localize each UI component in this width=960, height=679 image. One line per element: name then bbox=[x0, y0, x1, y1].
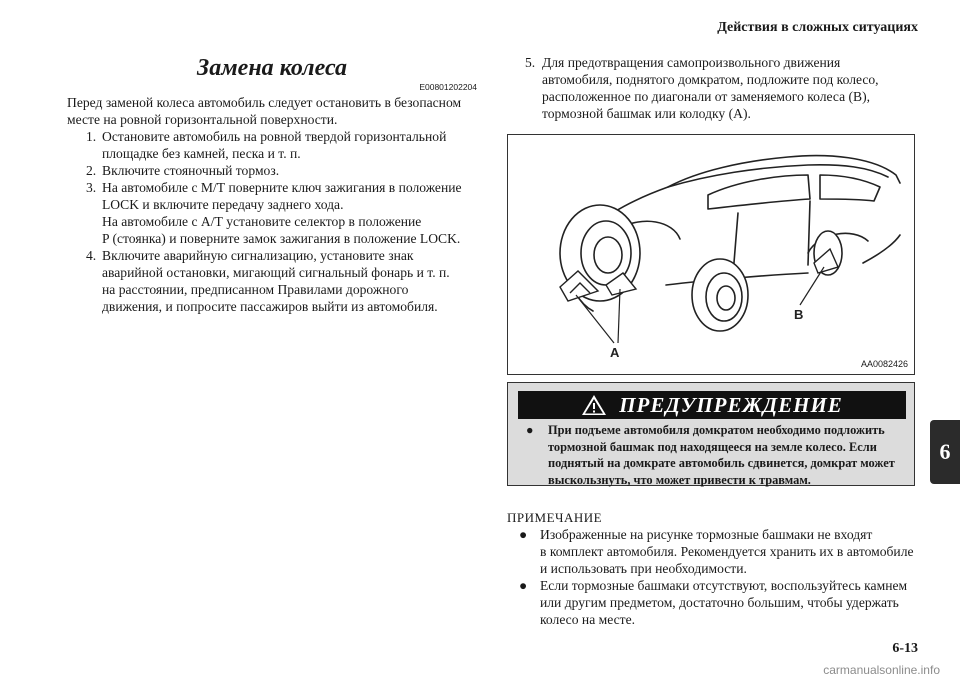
step-item-1 bbox=[67, 128, 477, 162]
note-section bbox=[507, 509, 917, 628]
warning-line: При подъеме автомобиля домкратом необходимо подложить bbox=[548, 423, 885, 437]
warning-line: тормозной башмак под находящееся на земле колесо. Если bbox=[548, 439, 877, 454]
step-line: расположенное по диагонали от заменяемого колеса (В), bbox=[542, 89, 871, 104]
note-line: в комплект автомобиля. Рекомендуется хранить их в автомобиле bbox=[540, 544, 914, 559]
step-item-4 bbox=[67, 247, 477, 315]
watermark: carmanualsonline.info bbox=[823, 663, 940, 677]
step-item-3 bbox=[67, 179, 477, 247]
car-roof-line bbox=[668, 165, 888, 187]
step-number: 3. bbox=[86, 180, 97, 195]
intro-line: Перед заменой колеса автомобиль следует остановить в безопасном bbox=[67, 95, 462, 110]
warning-title: ПРЕДУПРЕЖДЕНИЕ bbox=[619, 392, 843, 417]
note-line: Изображенные на рисунке тормозные башмаки не входят bbox=[540, 527, 873, 542]
note-title: ПРИМЕЧАНИЕ bbox=[507, 510, 603, 525]
step-line: Для предотвращения самопроизвольного движения bbox=[542, 55, 841, 70]
bullet-icon: ● bbox=[526, 423, 534, 437]
car-illustration bbox=[508, 135, 914, 374]
step-line: Остановите автомобиль на ровной твердой горизонтальной bbox=[102, 129, 447, 144]
step-item-2 bbox=[67, 162, 477, 179]
leader-line-a1 bbox=[576, 295, 614, 343]
step-number: 4. bbox=[86, 248, 97, 263]
right-column bbox=[507, 54, 917, 122]
step-line: LOCK и включите передачу заднего хода. bbox=[102, 197, 344, 212]
step-line: Включите аварийную сигнализацию, установите знак bbox=[102, 248, 414, 263]
step-number: 1. bbox=[86, 129, 97, 144]
step-line: На автомобиле с А/Т установите селектор в положение bbox=[102, 214, 422, 229]
running-header: Действия в сложных ситуациях bbox=[717, 20, 918, 35]
note-line: или другим предметом, достаточно большим, чтобы удержать bbox=[540, 595, 899, 610]
bullet-icon: ● bbox=[519, 578, 528, 593]
page-number: 6-13 bbox=[892, 641, 918, 656]
bullet-icon: ● bbox=[519, 527, 528, 542]
step-number: 5. bbox=[525, 55, 536, 70]
left-column bbox=[67, 54, 477, 315]
step-line: площадке без камней, песка и т. п. bbox=[102, 146, 301, 161]
intro-line: месте на ровной горизонтальной поверхности. bbox=[67, 112, 338, 127]
step-line: на расстоянии, предписанном Правилами дорожного bbox=[102, 282, 409, 297]
car-door-line bbox=[733, 201, 810, 275]
leader-line-a2 bbox=[618, 289, 620, 343]
chapter-tab: 6 bbox=[930, 420, 960, 484]
car-side-window bbox=[820, 175, 880, 201]
note-item-1 bbox=[507, 526, 917, 577]
intro-paragraph bbox=[67, 94, 477, 128]
warning-bullet-item bbox=[526, 422, 906, 488]
step-line: тормозной башмак или колодку (А). bbox=[542, 106, 751, 121]
step-line: аварийной остановки, мигающий сигнальный фонарь и т. п. bbox=[102, 265, 450, 280]
figure-code: AA0082426 bbox=[860, 359, 908, 369]
section-title: Замена колеса bbox=[197, 55, 347, 81]
step-line: движения, и попросите пассажиров выйти из автомобиля. bbox=[102, 299, 438, 314]
warning-header bbox=[518, 391, 906, 419]
section-code: E00801202204 bbox=[419, 82, 477, 92]
warning-text bbox=[526, 422, 906, 488]
step-line: На автомобиле с М/Т поверните ключ зажигания в положение bbox=[102, 180, 462, 195]
step-line: Включите стояночный тормоз. bbox=[102, 163, 280, 178]
step-item-5 bbox=[507, 54, 917, 122]
label-a: A bbox=[610, 345, 620, 360]
note-line: Если тормозные башмаки отсутствуют, воспользуйтесь камнем bbox=[540, 578, 908, 593]
warning-line: поднятый на домкрате автомобиль сдвинется, домкрат может bbox=[548, 456, 895, 470]
step-line: автомобиля, поднятого домкратом, подложите под колесо, bbox=[542, 72, 879, 87]
rear-wheel-tire bbox=[692, 259, 748, 331]
step-line: P (стоянка) и поверните замок зажигания в положение LOCK. bbox=[102, 231, 461, 246]
warning-box bbox=[507, 382, 915, 486]
steps-list bbox=[67, 128, 477, 315]
label-b: B bbox=[794, 307, 804, 322]
car-window bbox=[708, 175, 810, 209]
note-line: колесо на месте. bbox=[540, 612, 636, 627]
car-wheel-chock-illustration bbox=[507, 134, 915, 375]
note-item-2 bbox=[507, 577, 917, 628]
step-number: 2. bbox=[86, 163, 97, 178]
note-line: и использовать при необходимости. bbox=[540, 561, 747, 576]
warning-triangle-icon bbox=[581, 394, 607, 416]
warning-line: выскользнуть, что может привести к травмам. bbox=[548, 472, 811, 487]
